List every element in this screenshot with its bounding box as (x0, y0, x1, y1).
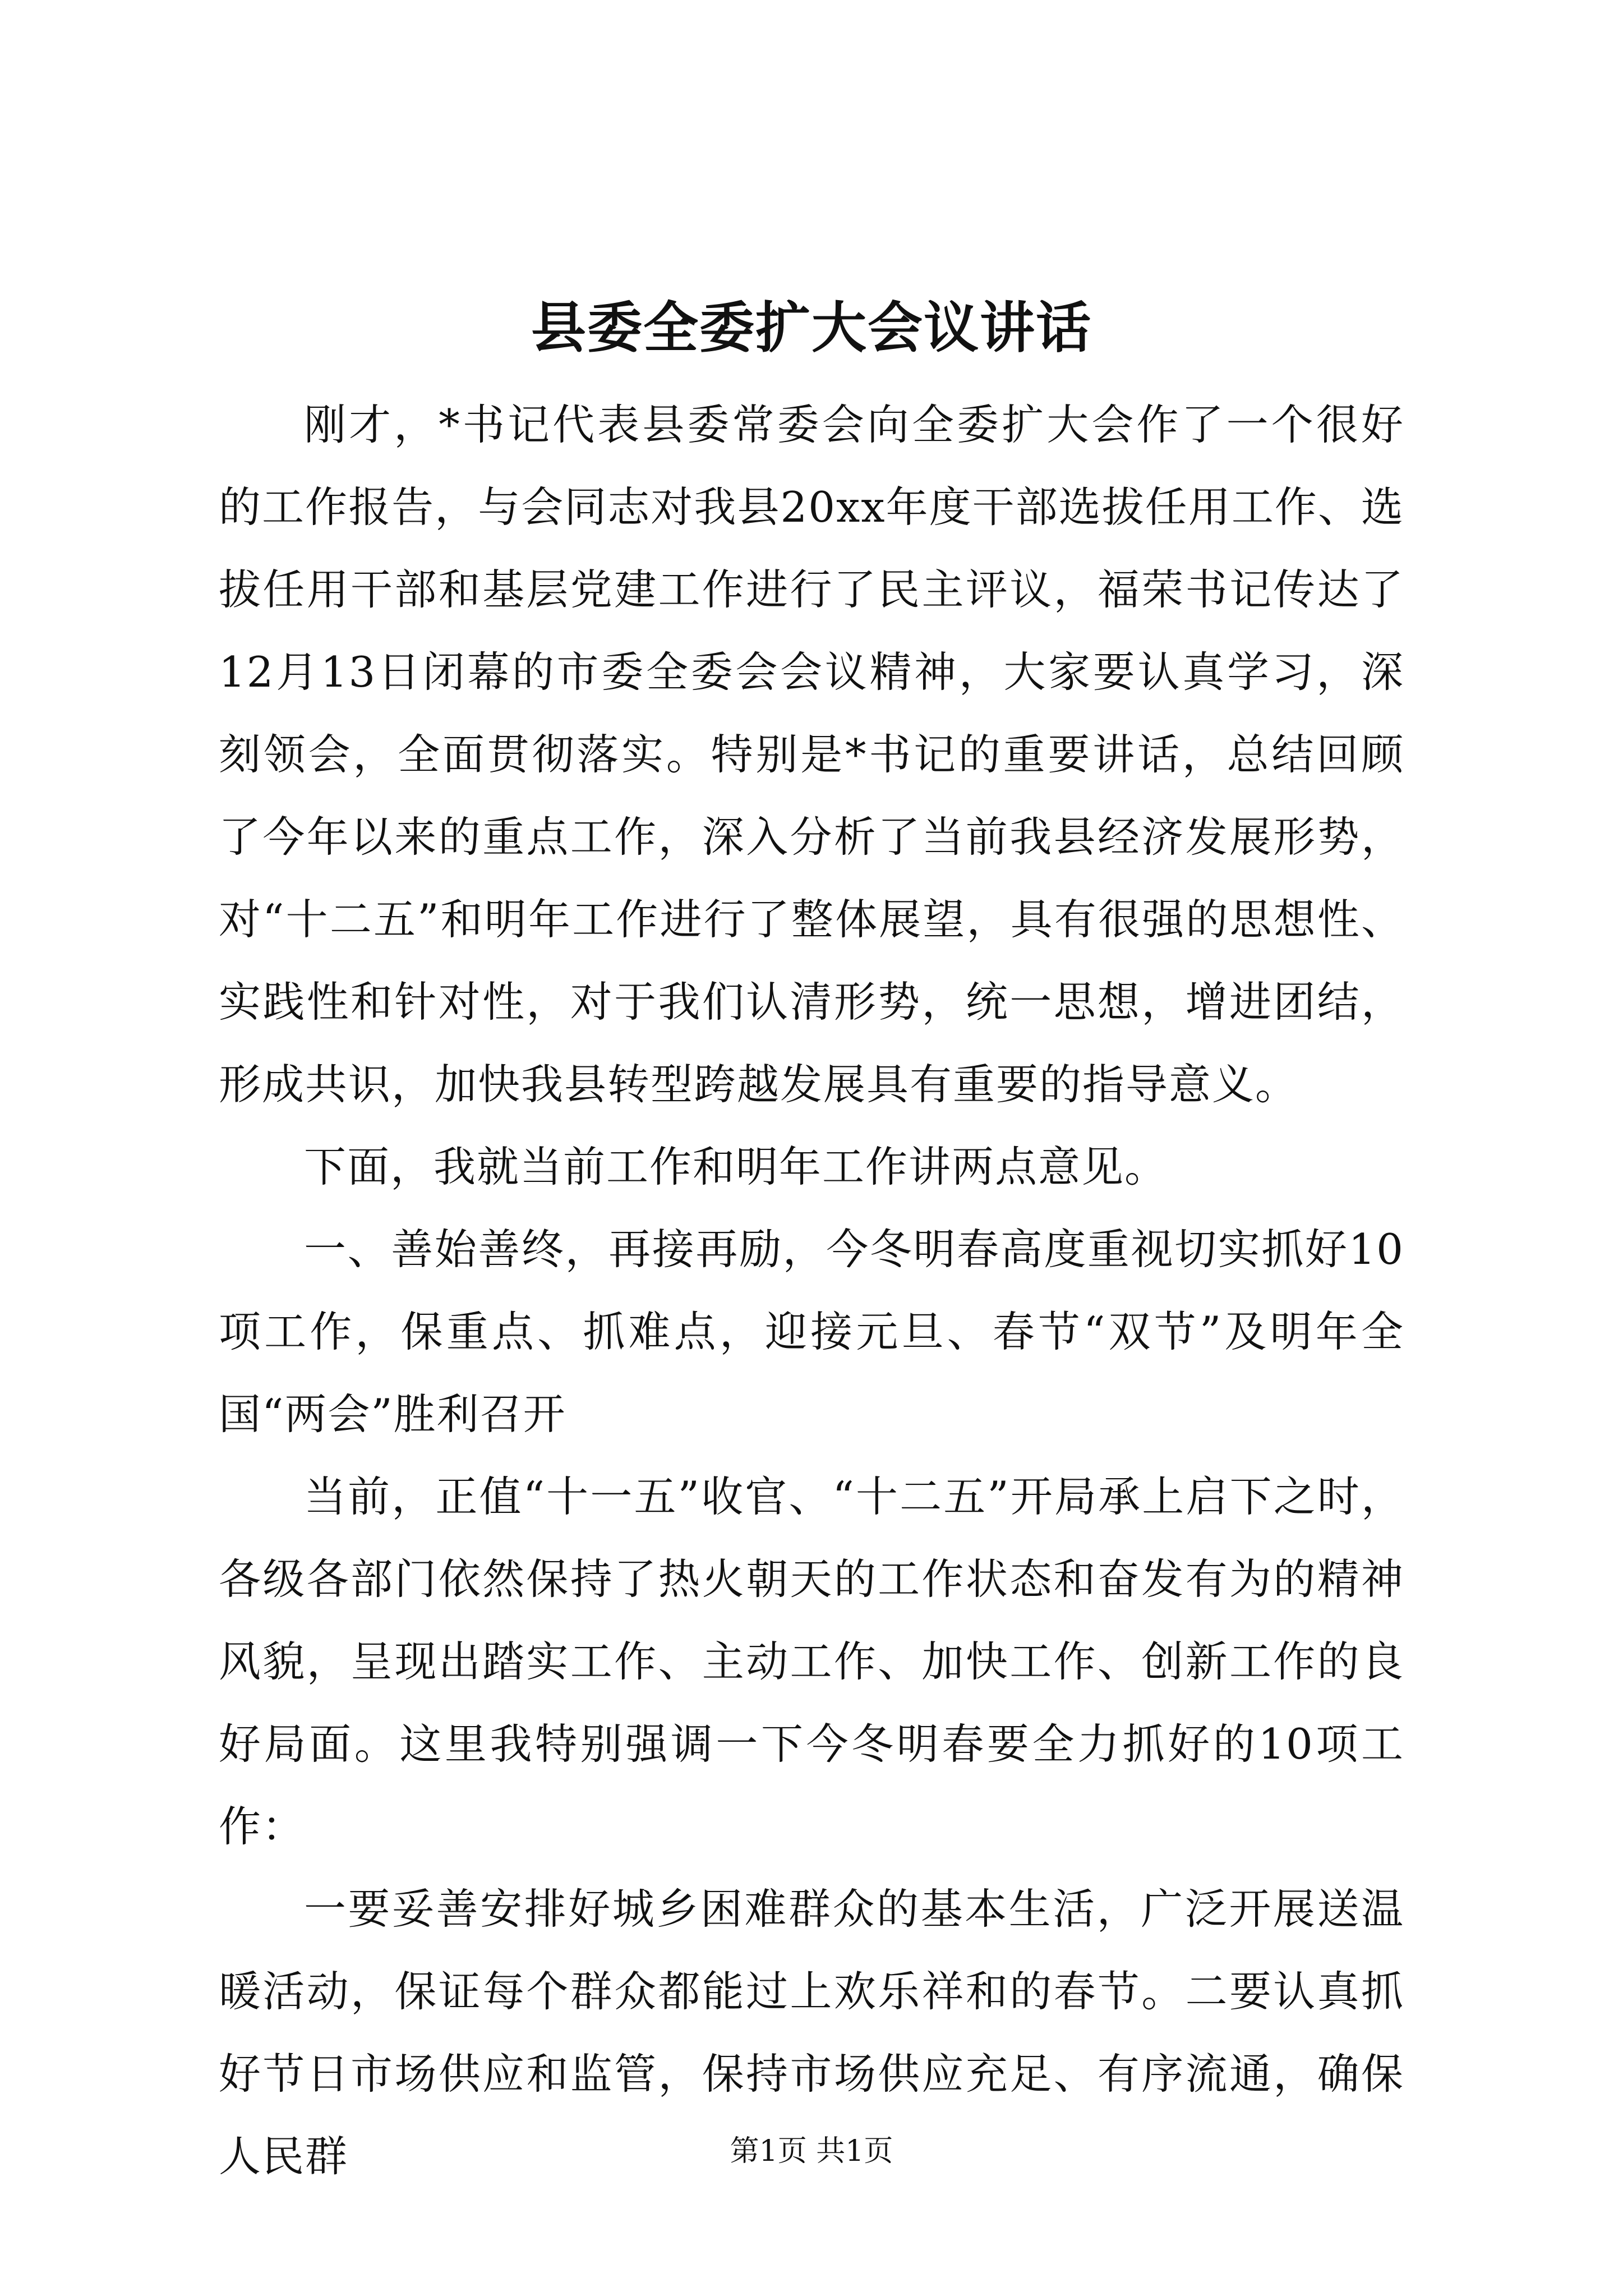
paragraph-2: 下面，我就当前工作和明年工作讲两点意见。 (304, 1142, 1168, 1191)
document-body (219, 384, 1404, 2198)
page-footer: 第1页 共1页 (730, 2134, 893, 2168)
paragraph-3: 一、善始善终，再接再励，今冬明春高度重视切实抓好10项工作，保重点、抓难点，迎接元旦、春节“双节”及明年全国“两会”胜利召开 (219, 1225, 1404, 1439)
paragraph-1: 刚才，*书记代表县委常委会向全委扩大会作了一个很好的工作报告，与会同志对我县20xx年度干部选拔任用工作、选拔任用干部和基层党建工作进行了民主评议，福荣书记传达了12月13日闭幕的市委全委会会议精神，大家要认真学习，深刻领会，全面贯彻落实。特别是*书记的重要讲话，总结回顾了今年以来的重点工作，深入分析了当前我县经济发展形势，对“十二五”和明年工作进行了整体展望，具有很强的思想性、实践性和针对性，对于我们认清形势，统一思想，增进团结，形成共识，加快我县转型跨越发展具有重要的指导意义。 (219, 400, 1404, 1109)
document-title: 县委全委扩大会议讲话 (531, 296, 1092, 360)
paragraph-4: 当前，正值“十一五”收官、“十二五”开局承上启下之时，各级各部门依然保持了热火朝天的工作状态和奋发有为的精神风貌，呈现出踏实工作、主动工作、加快工作、创新工作的良好局面。这里我特别强调一下今冬明春要全力抓好的10项工作： (219, 1472, 1404, 1851)
paragraph-5: 一要妥善安排好城乡困难群众的基本生活，广泛开展送温暖活动，保证每个群众都能过上欢乐祥和的春节。二要认真抓好节日市场供应和监管，保持市场供应充足、有序流通，确保人民群 (219, 1884, 1404, 2181)
